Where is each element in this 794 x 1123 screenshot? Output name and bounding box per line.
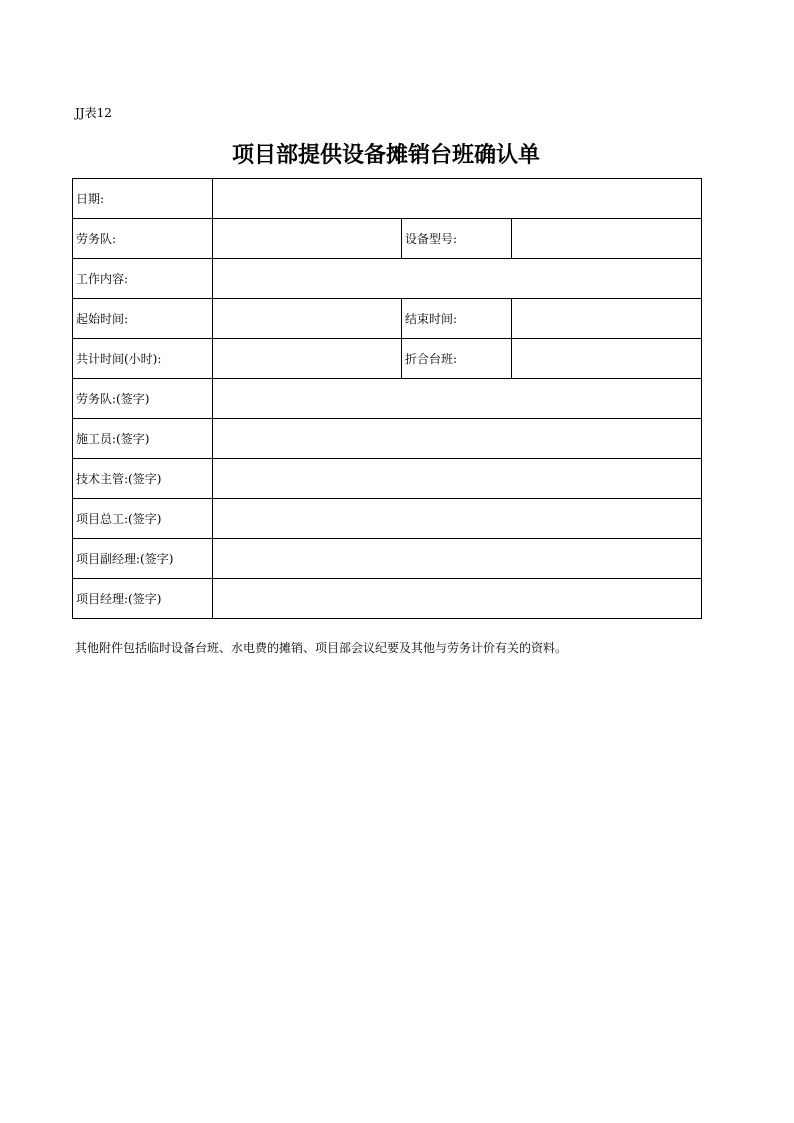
equipment-model-value-cell[interactable] [512,219,702,259]
sign-deputy-manager-label: 项目副经理:(签字) [73,539,213,579]
work-content-value-cell[interactable] [213,259,702,299]
total-hours-label: 共计时间(小时): [73,339,213,379]
sign-chief-engineer-label: 项目总工:(签字) [73,499,213,539]
row-sign-labor-team [73,379,702,419]
sign-constructor-cell[interactable] [213,419,702,459]
converted-shifts-value-cell[interactable] [512,339,702,379]
row-date [73,179,702,219]
converted-shifts-label: 折合台班: [402,339,512,379]
footnote: 其他附件包括临时设备台班、水电费的摊销、项目部会议纪要及其他与劳务计价有关的资料。 [75,641,568,655]
sign-manager-cell[interactable] [213,579,702,619]
end-time-label: 结束时间: [402,299,512,339]
start-time-label: 起始时间: [73,299,213,339]
start-time-value-cell[interactable] [213,299,402,339]
row-sign-chief-engineer [73,499,702,539]
sign-constructor-label: 施工员:(签字) [73,419,213,459]
row-sign-manager [73,579,702,619]
total-hours-value-cell[interactable] [213,339,402,379]
work-content-label: 工作内容: [73,259,213,299]
form-title: 项目部提供设备摊销台班确认单 [231,143,540,168]
sign-labor-team-cell[interactable] [213,379,702,419]
date-value-cell[interactable] [213,179,702,219]
date-label: 日期: [73,179,213,219]
equipment-model-label: 设备型号: [402,219,512,259]
sign-deputy-manager-cell[interactable] [213,539,702,579]
sign-labor-team-label: 劳务队:(签字) [73,379,213,419]
row-labor-team [73,219,702,259]
labor-team-label: 劳务队: [73,219,213,259]
confirmation-form-table [72,178,702,619]
end-time-value-cell[interactable] [512,299,702,339]
row-sign-tech-supervisor [73,459,702,499]
sign-tech-supervisor-cell[interactable] [213,459,702,499]
row-work-content [73,259,702,299]
sign-tech-supervisor-label: 技术主管:(签字) [73,459,213,499]
row-sign-constructor [73,419,702,459]
row-totals [73,339,702,379]
sign-chief-engineer-cell[interactable] [213,499,702,539]
sign-manager-label: 项目经理:(签字) [73,579,213,619]
row-time-range [73,299,702,339]
row-sign-deputy-manager [73,539,702,579]
labor-team-value-cell[interactable] [213,219,402,259]
form-code: JJ表12 [75,106,112,120]
